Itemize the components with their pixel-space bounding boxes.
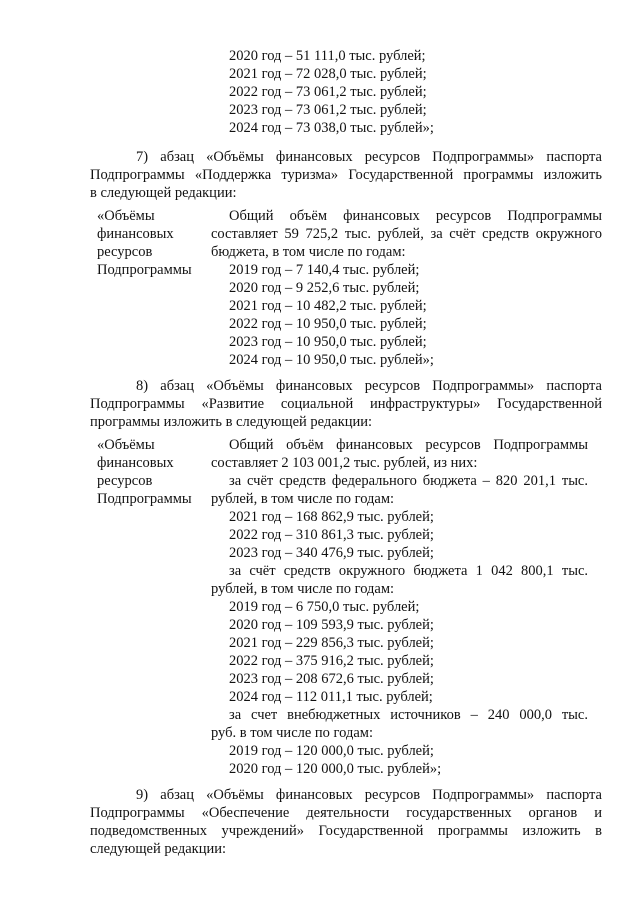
right-line: 2023 год – 10 950,0 тыс. рублей; bbox=[229, 334, 427, 350]
item8-line-3: программы изложить в следующей редакции: bbox=[90, 414, 373, 430]
top-year-line: 2020 год – 51 111,0 тыс. рублей; bbox=[229, 48, 426, 64]
item9-line-1: 9) абзац «Объёмы финансовых ресурсов Подпрограммы» паспорта bbox=[136, 787, 602, 803]
label-line: финансовых bbox=[97, 455, 174, 471]
right-line: составляет 2 103 001,2 тыс. рублей, из них: bbox=[211, 455, 478, 471]
item8-line-1: 8) абзац «Объёмы финансовых ресурсов Подпрограммы» паспорта bbox=[136, 378, 602, 394]
right-line: 2020 год – 120 000,0 тыс. рублей»; bbox=[229, 761, 442, 777]
right-line: рублей, в том числе по годам: bbox=[211, 491, 395, 507]
right-line: Общий объём финансовых ресурсов Подпрограммы bbox=[229, 437, 588, 453]
top-year-line: 2023 год – 73 061,2 тыс. рублей; bbox=[229, 102, 427, 118]
item7-line-1: 7) абзац «Объёмы финансовых ресурсов Подпрограммы» паспорта bbox=[136, 149, 602, 165]
label-line: ресурсов bbox=[97, 473, 153, 489]
right-line: руб. в том числе по годам: bbox=[211, 725, 373, 741]
item9-line-3: подведомственных учреждений» Государственной программы изложить в bbox=[90, 823, 602, 839]
top-year-line: 2024 год – 73 038,0 тыс. рублей»; bbox=[229, 120, 434, 136]
right-line: 2021 год – 168 862,9 тыс. рублей; bbox=[229, 509, 434, 525]
item8-line-2: Подпрограммы «Развитие социальной инфраструктуры» Государственной bbox=[90, 396, 602, 412]
item7-line-3: в следующей редакции: bbox=[90, 185, 237, 201]
right-line: 2021 год – 10 482,2 тыс. рублей; bbox=[229, 298, 427, 314]
right-line: за счёт средств федерального бюджета – 820 201,1 тыс. bbox=[229, 473, 588, 489]
right-line: 2023 год – 340 476,9 тыс. рублей; bbox=[229, 545, 434, 561]
item7-line-2: Подпрограммы «Поддержка туризма» Государственной программы изложить bbox=[90, 167, 602, 183]
right-line: 2020 год – 9 252,6 тыс. рублей; bbox=[229, 280, 420, 296]
right-line: 2022 год – 310 861,3 тыс. рублей; bbox=[229, 527, 434, 543]
right-line: 2019 год – 6 750,0 тыс. рублей; bbox=[229, 599, 420, 615]
right-line: 2021 год – 229 856,3 тыс. рублей; bbox=[229, 635, 434, 651]
right-line: за счет внебюджетных источников – 240 000,0 тыс. bbox=[229, 707, 588, 723]
top-year-line: 2021 год – 72 028,0 тыс. рублей; bbox=[229, 66, 427, 82]
label-line: «Объёмы bbox=[97, 437, 155, 453]
right-line: 2024 год – 10 950,0 тыс. рублей»; bbox=[229, 352, 434, 368]
right-line: бюджета, в том числе по годам: bbox=[211, 244, 406, 260]
right-line: 2019 год – 7 140,4 тыс. рублей; bbox=[229, 262, 420, 278]
right-line: 2022 год – 375 916,2 тыс. рублей; bbox=[229, 653, 434, 669]
label-line: «Объёмы bbox=[97, 208, 155, 224]
top-year-line: 2022 год – 73 061,2 тыс. рублей; bbox=[229, 84, 427, 100]
right-line: за счёт средств окружного бюджета 1 042 800,1 тыс. bbox=[229, 563, 588, 579]
label-line: Подпрограммы bbox=[97, 491, 192, 507]
label-line: Подпрограммы bbox=[97, 262, 192, 278]
right-line: 2024 год – 112 011,1 тыс. рублей; bbox=[229, 689, 433, 705]
item9-line-2: Подпрограммы «Обеспечение деятельности государственных органов и bbox=[90, 805, 602, 821]
right-line: 2022 год – 10 950,0 тыс. рублей; bbox=[229, 316, 427, 332]
item9-line-4: следующей редакции: bbox=[90, 841, 227, 857]
right-line: 2019 год – 120 000,0 тыс. рублей; bbox=[229, 743, 434, 759]
right-line: 2023 год – 208 672,6 тыс. рублей; bbox=[229, 671, 434, 687]
right-line: Общий объём финансовых ресурсов Подпрограммы bbox=[229, 208, 602, 224]
label-line: финансовых bbox=[97, 226, 174, 242]
right-line: 2020 год – 109 593,9 тыс. рублей; bbox=[229, 617, 434, 633]
right-line: рублей, в том числе по годам: bbox=[211, 581, 395, 597]
right-line: составляет 59 725,2 тыс. рублей, за счёт средств окружного bbox=[211, 226, 602, 242]
label-line: ресурсов bbox=[97, 244, 153, 260]
